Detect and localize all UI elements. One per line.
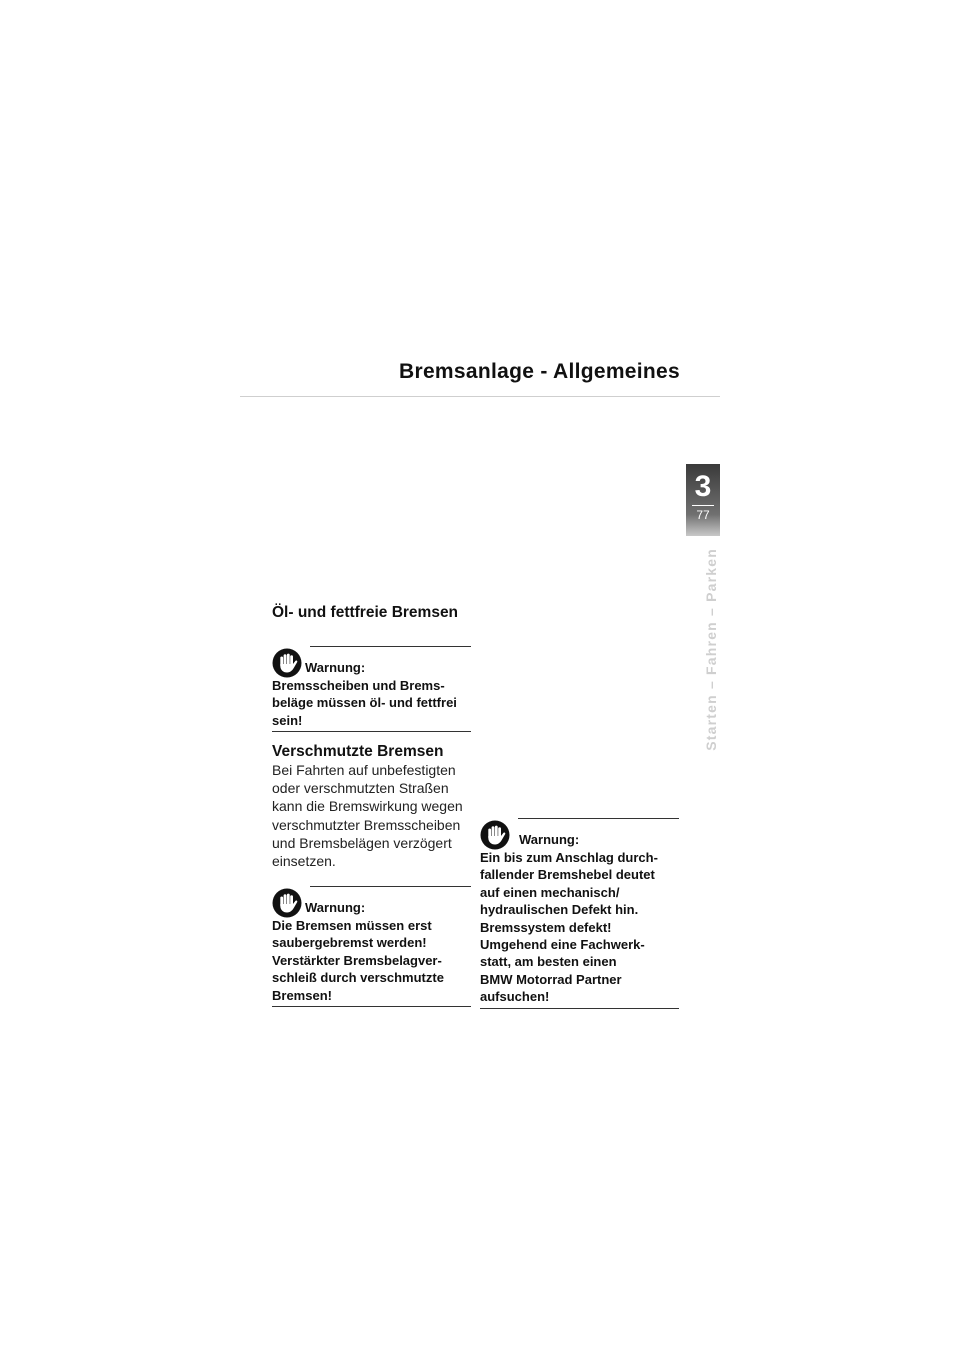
stop-hand-icon: [480, 820, 510, 850]
paragraph-line: oder verschmutzten Straßen: [272, 780, 449, 797]
warning-line: BMW Motorrad Partner: [480, 971, 622, 987]
warning-bottom-rule: [480, 1008, 679, 1009]
warning-top-rule: [310, 646, 471, 647]
page-number: 77: [696, 508, 710, 522]
section-dirty-brakes: [272, 743, 477, 870]
warning-text: [272, 677, 471, 729]
warning-label: Warnung:: [519, 832, 580, 847]
warning-line: Bremssystem defekt!: [480, 919, 612, 935]
warning-box-oil-free: [272, 646, 471, 732]
warning-line: Umgehend eine Fachwerk-: [480, 937, 645, 953]
section-heading: Verschmutzte Bremsen: [272, 743, 444, 760]
body-paragraph: [272, 761, 477, 870]
warning-text: [480, 849, 679, 1006]
warning-top-rule: [310, 886, 471, 887]
warning-line: fallender Bremshebel deutet: [480, 867, 655, 883]
chapter-number: 3: [694, 470, 712, 503]
paragraph-line: Bei Fahrten auf unbefestigten: [272, 762, 456, 778]
chapter-side-label: Starten – Fahren – Parken: [703, 548, 719, 751]
section-heading: Öl- und fettfreie Bremsen: [272, 604, 459, 621]
paragraph-line: einsetzen.: [272, 853, 336, 870]
paragraph-line: kann die Bremswirkung wegen: [272, 798, 463, 815]
warning-line: hydraulischen Defekt hin.: [480, 902, 639, 918]
warning-line: aufsuchen!: [480, 989, 550, 1005]
warning-line: Die Bremsen müssen erst: [272, 918, 432, 933]
warning-line: Verstärkter Bremsbelagver-: [272, 952, 442, 968]
warning-line: saubergebremst werden!: [272, 935, 427, 951]
warning-box-brake-lever: [480, 818, 679, 1009]
warning-line: sein!: [272, 712, 303, 728]
paragraph-line: verschmutzter Bremsscheiben: [272, 816, 461, 833]
chapter-tab-divider: [692, 505, 714, 506]
warning-top-rule: [518, 818, 679, 819]
warning-line: Ein bis zum Anschlag durch-: [480, 850, 658, 865]
stop-hand-icon: [272, 648, 302, 678]
warning-line: schleiß durch verschmutzte: [272, 970, 444, 986]
title-divider: [240, 396, 720, 397]
warning-line: Bremsen!: [272, 987, 332, 1003]
warning-line: Bremsscheiben und Brems-: [272, 678, 445, 693]
warning-text: [272, 917, 471, 1004]
page-title: Bremsanlage - Allgemeines: [399, 360, 680, 383]
warning-line: auf einen mechanisch/: [480, 884, 620, 900]
warning-bottom-rule: [272, 1006, 471, 1007]
warning-bottom-rule: [272, 731, 471, 732]
warning-label: Warnung:: [305, 660, 366, 675]
paragraph-line: und Bremsbelägen verzögert: [272, 834, 452, 851]
warning-line: beläge müssen öl- und fettfrei: [272, 695, 457, 711]
warning-box-dirty-brakes: [272, 886, 471, 1007]
stop-hand-icon: [272, 888, 302, 918]
section-oil-free: [272, 604, 458, 622]
warning-label: Warnung:: [305, 900, 366, 915]
warning-line: statt, am besten einen: [480, 954, 617, 970]
